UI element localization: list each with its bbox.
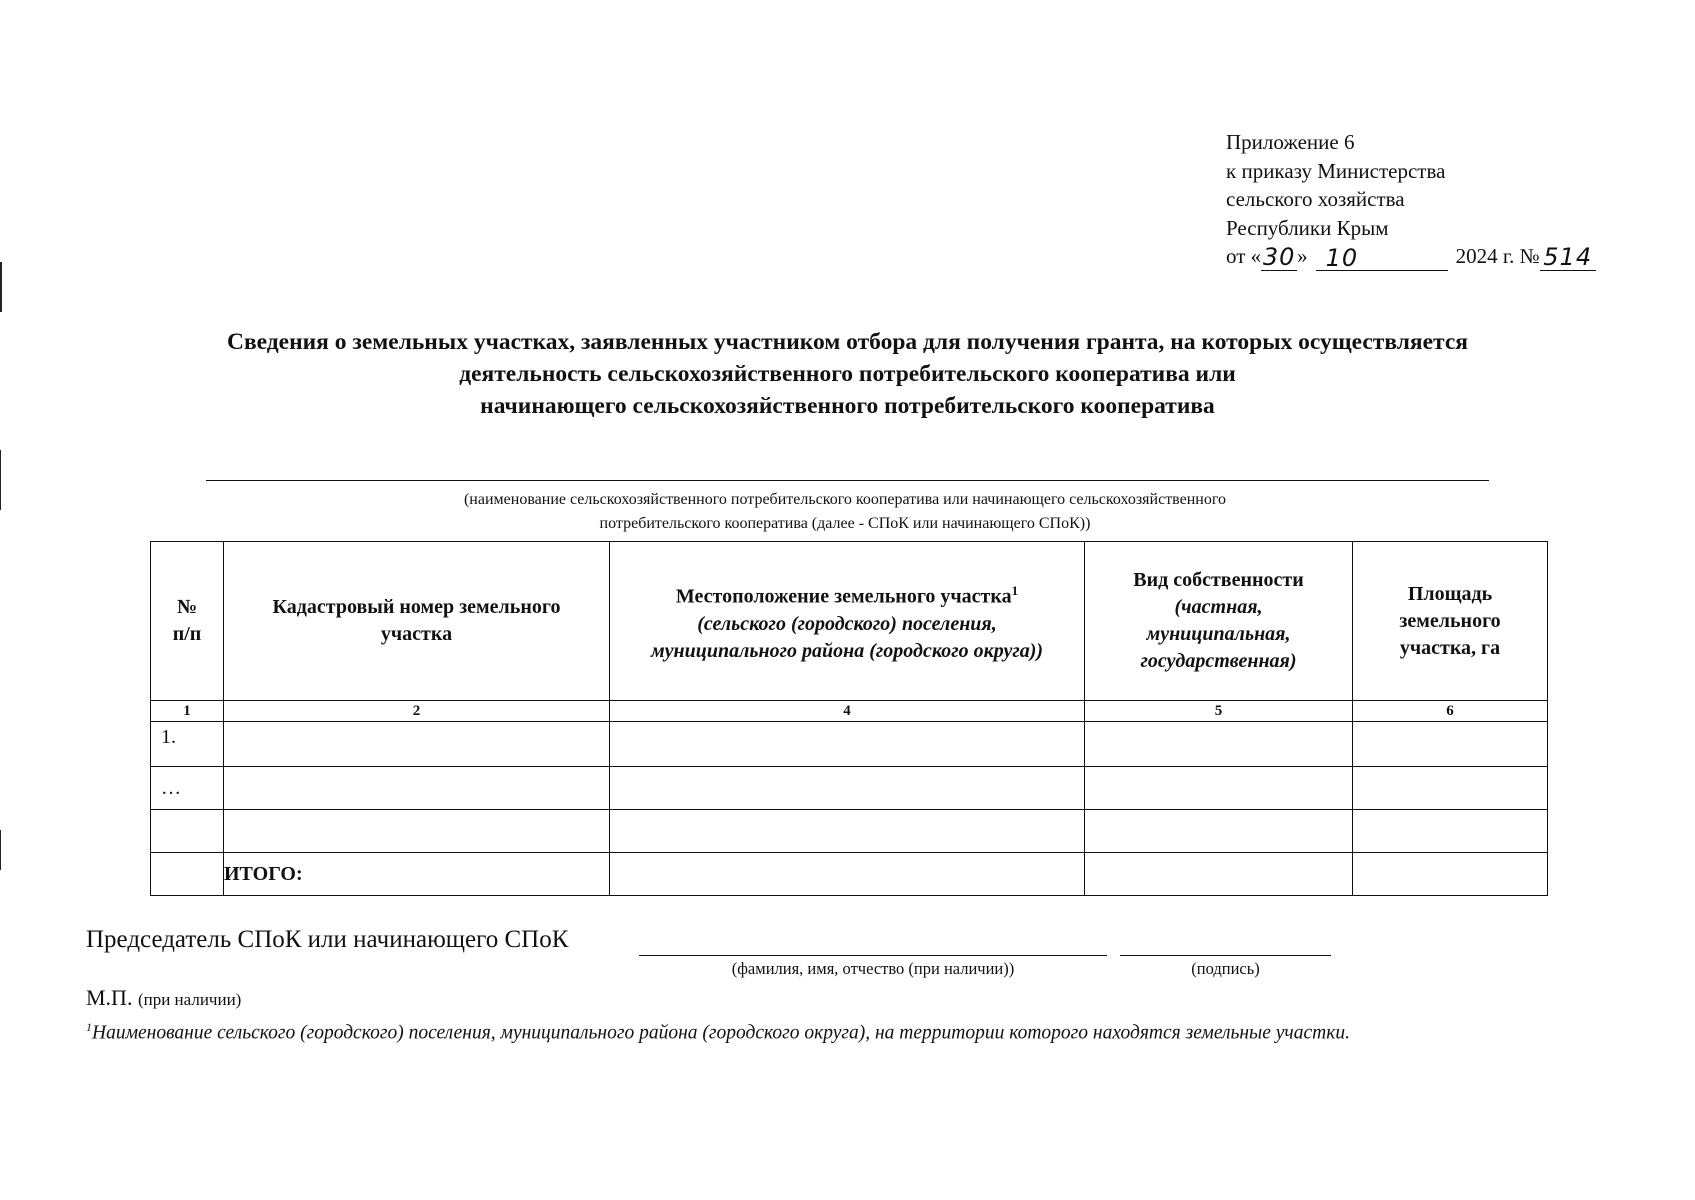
column-number-cell: 5 [1085,701,1353,722]
ownership-cell[interactable] [1085,722,1353,767]
row-number-cell: 1. [151,722,224,767]
cooperative-name-caption [260,488,1430,536]
appendix-line-1: Приложение 6 [1226,130,1355,154]
stamp-place [86,985,241,1011]
appendix-line-4: Республики Крым [1226,215,1389,240]
header-location-text: Местоположение земельного участка [675,585,1012,608]
land-plots-table [150,541,1548,896]
header-cell-number [151,542,224,701]
ownership-cell[interactable] [1085,767,1353,810]
location-cell[interactable] [610,810,1085,853]
name-caption: (фамилия, имя, отчество (при наличии)) [731,959,1015,978]
scan-edge-mark [0,830,1,870]
ownership-cell[interactable] [1085,810,1353,853]
order-number: 514 [1540,244,1596,271]
header-ownership-text: Вид собственности [1133,569,1304,591]
scan-edge-mark [0,450,1,510]
stamp-label: М.П. [86,985,133,1010]
column-number-cell: 2 [224,701,610,722]
order-day: 30 [1262,242,1296,271]
header-cell-cadastral [224,542,610,701]
chairman-signature-field[interactable] [1120,955,1331,956]
order-year: 2024 г. № [1455,244,1540,268]
caption-line-2: потребительского кооператива (далее - СПоК или начинающего СПоК)) [599,515,1091,532]
header-area-text: Площадь земельного участка, га [1399,582,1501,659]
area-cell[interactable] [1353,767,1548,810]
header-number-symbol: № [176,596,198,618]
signature-caption: (подпись) [1191,959,1260,978]
date-close: » [1297,244,1308,268]
table-row [151,810,1548,853]
total-number-cell [151,853,224,896]
cooperative-name-field[interactable] [206,480,1489,481]
location-cell[interactable] [610,722,1085,767]
appendix-line-2: к приказу Министерства [1226,158,1446,183]
column-number-row [151,701,1548,722]
order-date-line [1226,242,1596,271]
area-cell[interactable] [1353,810,1548,853]
footnote [86,1013,1606,1048]
total-row [151,853,1548,896]
header-number-abbr: п/п [172,623,202,645]
column-number-cell: 6 [1353,701,1548,722]
title-line-1: Сведения о земельных участках, заявленных участником отбора для получения гранта, на которых осуществляется [226,329,1469,355]
title-line-3: начинающего сельскохозяйственного потребительского кооператива [480,393,1215,419]
cadastral-cell[interactable] [224,810,610,853]
footnote-text: Наименование сельского (городского) поселения, муниципального района (городского округа), на территории которого находятся земельные участки. [92,1022,1350,1044]
appendix-header [1226,128,1596,271]
document-title [60,326,1635,422]
row-number-cell [151,810,224,853]
chairman-label: Председатель СПоК или начинающего СПоК [86,926,569,953]
caption-line-1: (наименование сельскохозяйственного потребительского кооператива или начинающего сельскохозяйственного [463,491,1227,508]
total-ownership-cell[interactable] [1085,853,1353,896]
column-number-cell: 4 [610,701,1085,722]
header-cell-area [1353,542,1548,701]
header-cadastral-text: Кадастровый номер земельного участка [272,596,561,645]
order-month: 10 [1316,245,1448,271]
area-cell[interactable] [1353,722,1548,767]
title-line-2: деятельность сельскохозяйственного потребительского кооператива или [459,361,1236,387]
header-ownership-italic: (частная, муниципальная, государственная) [1140,596,1297,672]
cadastral-cell[interactable] [224,767,610,810]
table-header-row [151,542,1548,701]
appendix-line-3: сельского хозяйства [1226,187,1405,211]
scan-edge-mark [0,262,2,312]
footnote-mark: 1 [1011,583,1019,599]
header-location-italic: (сельского (городского) поселения, муниципального района (городского округа)) [650,612,1044,662]
header-cell-ownership [1085,542,1353,701]
footnote-number: 1 [86,1020,92,1034]
stamp-note: (при наличии) [137,990,242,1009]
column-number-cell: 1 [151,701,224,722]
date-prefix: от « [1226,244,1262,268]
table-row [151,767,1548,810]
table-row [151,722,1548,767]
header-cell-location [610,542,1085,701]
location-cell[interactable] [610,767,1085,810]
row-number-cell: … [151,767,224,810]
total-label: ИТОГО: [224,853,610,896]
total-area-cell[interactable] [1353,853,1548,896]
total-location-cell[interactable] [610,853,1085,896]
cadastral-cell[interactable] [224,722,610,767]
chairman-name-field[interactable] [639,955,1107,956]
